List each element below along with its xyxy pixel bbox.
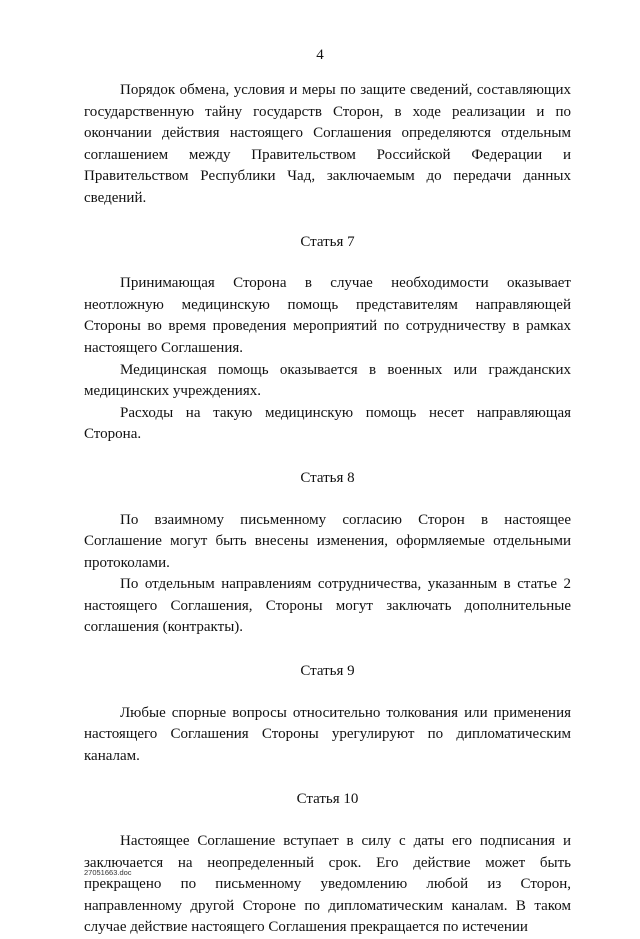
document-body (84, 80, 571, 939)
paragraph: Принимающая Сторона в случае необходимости оказывает неотложную медицинскую помощь представителям направляющей Стороны во время проведения мероприятий по сотрудничеству в рамках настоящего Соглашения. (84, 275, 571, 356)
paragraph: По отдельным направлениям сотрудничества, указанным в статье 2 настоящего Соглашения, Стороны могут заключать дополнительные соглашения (контракты). (84, 576, 571, 636)
article-heading: Статья 7 (300, 233, 355, 250)
article-heading: Статья 9 (300, 663, 355, 680)
paragraph: Медицинская помощь оказывается в военных или гражданских медицинских учреждениях. (84, 361, 571, 400)
paragraph: Настоящее Соглашение вступает в силу с даты его подписания и заключается на неопределенный срок. Его действие может быть прекращено по письменному уведомлению любой из Сторон, направленному другой Стороне по дипломатическим каналам. В таком случае действие настоящего Соглашения прекращается по истечении (84, 833, 571, 936)
article-heading: Статья 10 (296, 791, 359, 808)
paragraph: Расходы на такую медицинскую помощь несет направляющая Сторона. (84, 404, 571, 443)
paragraph: По взаимному письменному согласию Сторон в настоящее Соглашение могут быть внесены изменения, оформляемые отдельными протоколами. (84, 511, 571, 571)
paragraph: Любые спорные вопросы относительно толкования или применения настоящего Соглашения Стороны урегулируют по дипломатическим каналам. (84, 704, 571, 764)
page-number: 4 (316, 47, 324, 63)
file-name-footer: 27051663.doc (84, 868, 132, 877)
article-heading: Статья 8 (300, 469, 355, 486)
paragraph: Порядок обмена, условия и меры по защите сведений, составляющих государственную тайну государств Сторон, в ходе реализации и по окончании действия настоящего Соглашения определяются отдельным соглашением между Правительством Российской Федерации и Правительством Республики Чад, заключаемым до передачи данных сведений. (84, 82, 571, 206)
